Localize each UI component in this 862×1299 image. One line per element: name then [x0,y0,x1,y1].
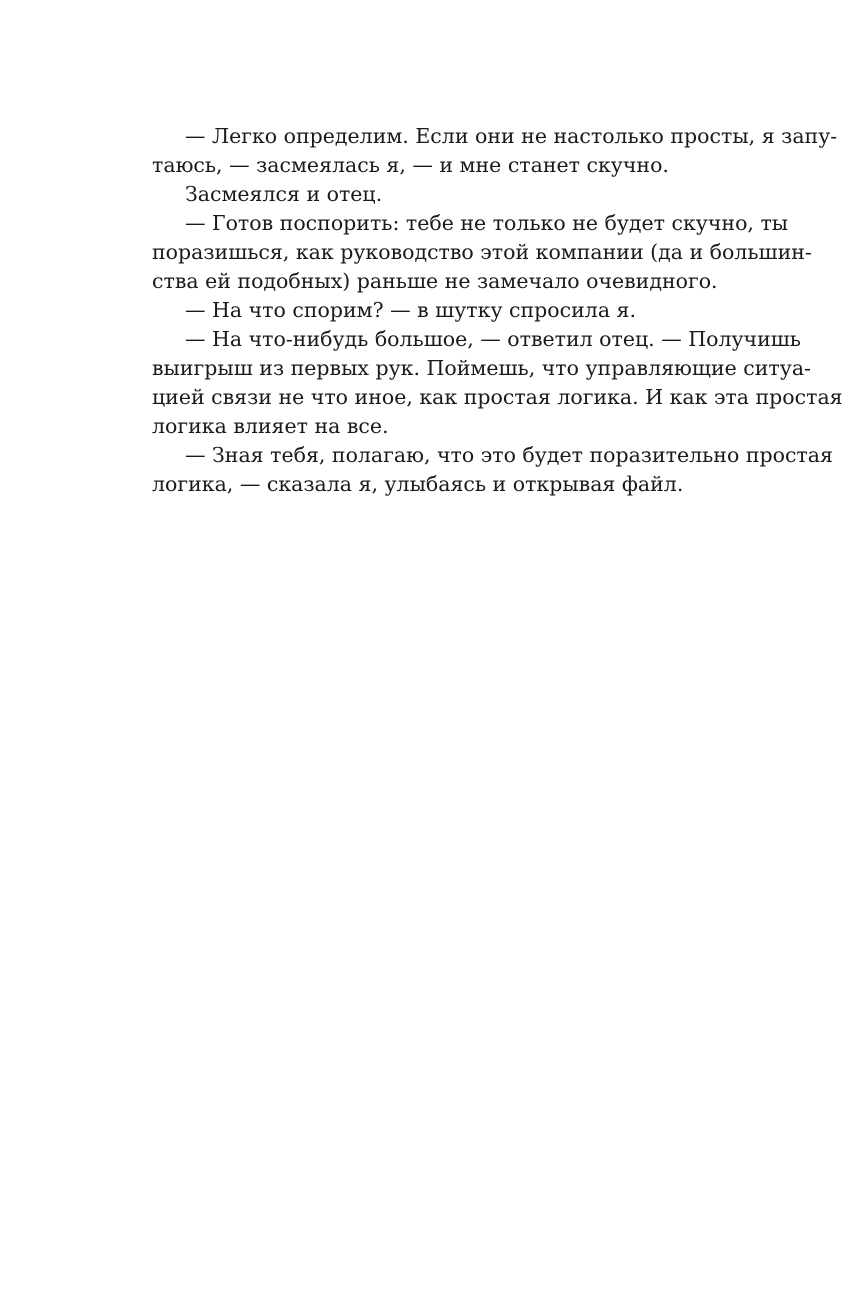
text-line-8: — На что-нибудь большое, — ответил отец. — Получишь [185,327,801,351]
text-line-4: — Готов поспорить: тебе не только не будет скучно, ты [185,211,789,235]
text-line-13: логика, — сказала я, улыбаясь и открывая файл. [152,472,684,496]
body-text [152,122,843,499]
text-line-3: Засмеялся и отец. [185,182,383,206]
text-line-9: выигрыш из первых рук. Поймешь, что управляющие ситуа- [152,356,811,380]
text-line-1: — Легко определим. Если они не настолько просты, я запу- [185,124,838,148]
text-line-6: ства ей подобных) раньше не замечало очевидного. [152,269,718,293]
text-line-11: логика влияет на все. [152,414,389,438]
text-line-10: цией связи не что иное, как простая логика. И как эта простая [152,385,843,409]
text-line-12: — Зная тебя, полагаю, что это будет поразительно простая [185,443,833,467]
text-line-2: таюсь, — засмеялась я, — и мне станет скучно. [152,153,669,177]
text-line-7: — На что спорим? — в шутку спросила я. [185,298,636,322]
text-line-5: поразишься, как руководство этой компании (да и большин- [152,240,812,264]
